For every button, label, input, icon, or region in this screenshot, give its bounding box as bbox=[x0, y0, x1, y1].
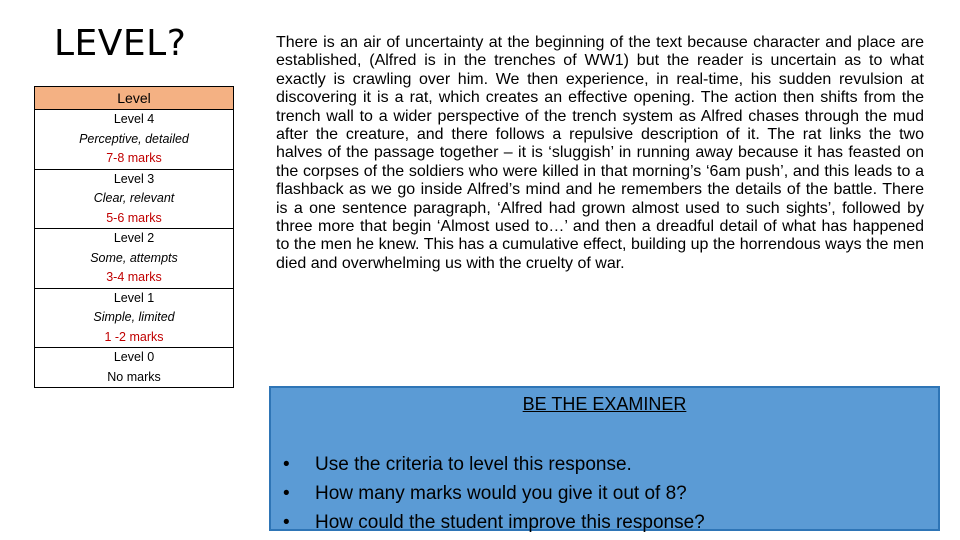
table-header: Level bbox=[35, 87, 234, 110]
level-marks: No marks bbox=[107, 369, 161, 384]
examiner-task-box bbox=[269, 386, 940, 531]
examiner-heading: BE THE EXAMINER bbox=[522, 394, 687, 414]
level-marks: 7-8 marks bbox=[106, 151, 162, 165]
list-item bbox=[283, 508, 705, 537]
level-cell bbox=[35, 229, 234, 289]
list-item bbox=[283, 479, 705, 508]
bullet-icon: • bbox=[283, 512, 290, 533]
level-cell bbox=[35, 288, 234, 348]
table-header-row bbox=[35, 87, 234, 110]
level-descriptor: Perceptive, detailed bbox=[79, 131, 189, 146]
level-cell bbox=[35, 348, 234, 388]
level-marks: 5-6 marks bbox=[106, 210, 162, 225]
level-descriptor: Some, attempts bbox=[90, 250, 178, 265]
table-row bbox=[35, 288, 234, 348]
level-name: Level 4 bbox=[113, 112, 155, 126]
table-row bbox=[35, 110, 234, 170]
prompt-list bbox=[283, 450, 705, 537]
level-cell bbox=[35, 110, 234, 170]
sample-response-text: There is an air of uncertainty at the beginning of the text because character and place are established, (Alfred is in the trenches of WW1) but the reader is uncertain as to what exactly is crawling over him. We then experience, in real-time, his sudden revulsion at discovering it is a rat, which creates an effective opening. The action then shifts from the trench wall to a wider perspective of the trench system as Alfred chases through the mud after the creature, and there follows a repulsive description of it. The rat links the two halves of the passage together – it is ‘sluggish’ in running away because it has feasted on the corpses of the soldiers who were killed in that morning’s ‘6am push’, and this leads to a flashback as we go inside Alfred’s mind and he remembers the details of the battle. There is a one sentence paragraph, ‘Alfred had grown almost used to such sights’, followed by three more that begin ‘Almost used to…’ and then a dreadful detail of what has happened to the men he knew. This has a cumulative effect, building up the horrendous ways the men died and overwhelming us with the cruelty of war. bbox=[276, 34, 924, 272]
level-descriptor: Simple, limited bbox=[93, 310, 175, 324]
level-marks: 1 -2 marks bbox=[104, 329, 164, 344]
prompt-text: Use the criteria to level this response. bbox=[315, 454, 632, 475]
bullet-icon: • bbox=[283, 483, 290, 504]
prompt-text: How many marks would you give it out of 8? bbox=[315, 483, 687, 504]
table-row bbox=[35, 348, 234, 388]
table-row bbox=[35, 229, 234, 289]
level-name: Level 3 bbox=[113, 171, 155, 186]
level-name: Level 0 bbox=[113, 350, 155, 364]
level-name: Level 1 bbox=[113, 290, 155, 305]
level-criteria-table bbox=[34, 86, 234, 388]
bullet-icon: • bbox=[283, 454, 290, 475]
level-descriptor: Clear, relevant bbox=[93, 191, 175, 205]
prompt-text: How could the student improve this response? bbox=[315, 512, 705, 533]
level-name: Level 2 bbox=[113, 231, 155, 245]
level-cell bbox=[35, 169, 234, 229]
table-row bbox=[35, 169, 234, 229]
list-item bbox=[283, 450, 705, 479]
page-title: LEVEL? bbox=[54, 23, 187, 64]
level-marks: 3-4 marks bbox=[106, 270, 162, 284]
